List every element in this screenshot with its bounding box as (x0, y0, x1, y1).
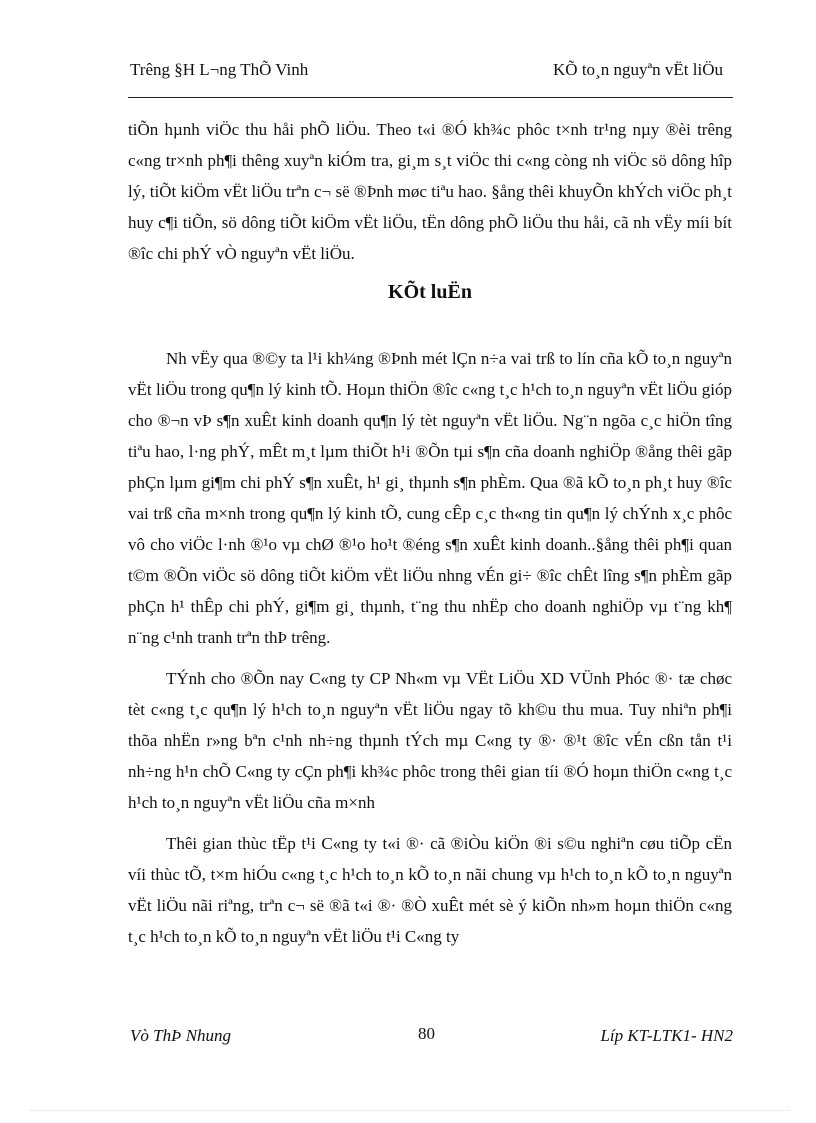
body-paragraph-1: Nh vËy qua ®©y ta l¹i kh¼ng ®Þnh mét lÇn n÷a vai trß to lín cña kÕ to¸n nguyªn vËt liÖu trong qu¶n lý kinh tÕ. Hoµn thiÖn ®îc c«ng t¸c h¹ch to¸n nguyªn vËt liÖu gióp cho ®¬n vÞ s¶n xuÊt kinh doanh qu¶n lý tèt nguyªn vËt liÖu. Ng¨n ngõa c¸c hiÖn tîng tiªu hao, l·ng phÝ, mÊt m¸t lµm thiÕt h¹i ®Õn tµi s¶n cña doanh nghiÖp ®ång thêi gãp phÇn lµm gi¶m chi phÝ s¶n xuÊt, h¹ gi¸ thµnh s¶n phÈm. Qua ®ã kÕ to¸n ph¸t huy ®îc vai trß cña m×nh trong qu¶n lý kinh tÕ, cung cÊp c¸c th«ng tin qu¶n lý chÝnh x¸c phôc vô cho viÖc l·nh ®¹o vµ chØ ®¹o ho¹t ®éng s¶n xuÊt kinh doanh..§ång thêi ph¶i quan t©m ®Õn viÖc sö dông tiÕt kiÖm vËt liÖu nhng vÉn gi÷ ®îc chÊt lîng s¶n phÈm gãp phÇn h¹ thÊp chi phÝ, gi¶m gi¸ thµnh, t¨ng thu nhËp cho doanh nghiÖp vµ t¨ng kh¶ n¨ng c¹nh tranh trªn thÞ trêng. (128, 349, 732, 647)
footer-author: Vò ThÞ Nhung (130, 1026, 232, 1045)
body-paragraph-2: TÝnh cho ®Õn nay C«ng ty CP Nh«m vµ VËt LiÖu XD VÜnh Phóc ®· tæ chøc tèt c«ng t¸c qu¶n lý h¹ch to¸n nguyªn vËt liÖu ngay tõ kh©u thu mua. Tuy nhiªn ph¶i thõa nhËn r»ng bªn c¹nh nh÷ng thµnh tÝch mµ C«ng ty ®· ®¹t ®îc vÉn cßn tån t¹i nh÷ng h¹n chÕ C«ng ty cÇn ph¶i kh¾c phôc trong thêi gian tíi ®Ó hoµn thiÖn c«ng t¸c h¹ch to¸n nguyªn vËt liÖu cña m×nh (128, 669, 732, 812)
body-paragraph-3: Thêi gian thùc tËp t¹i C«ng ty t«i ®· cã ®iÒu kiÖn ®i s©u nghiªn cøu tiÕp cËn víi thùc tÕ, t×m hiÓu c«ng t¸c h¹ch to¸n kÕ to¸n nãi chung vµ h¹ch to¸n kÕ to¸n nguyªn vËt liÖu nãi riªng, trªn c¬ së ®ã t«i ®· ®Ò xuÊt mét sè ý kiÕn nh»m hoµn thiÖn c«ng t¸c h¹ch to¸n kÕ to¸n nguyªn vËt liÖu t¹i C«ng ty (128, 834, 732, 946)
page-number: 80 (418, 1024, 435, 1043)
footer-class: Líp KT-LTK1- HN2 (600, 1026, 733, 1045)
section-heading: KÕt luËn (388, 281, 472, 303)
page-bottom-border (30, 1110, 790, 1111)
header-divider (128, 97, 733, 98)
intro-paragraph: tiÕn hµnh viÖc thu håi phÕ liÖu. Theo t«i ®Ó kh¾c phôc t×nh tr¹ng nµy ®èi trêng c«ng tr×nh ph¶i thêng xuyªn kiÓm tra, gi¸m s¸t viÖc thi c«ng còng nh viÖc sö dông hîp lý, tiÕt kiÖm vËt liÖu trªn c¬ së ®Þnh møc tiªu hao. §ång thêi khuyÕn khÝch viÖc ph¸t huy c¶i tiÕn, sö dông tiÕt kiÖm vËt liÖu, tËn dông phÕ liÖu thu håi, cã nh vËy míi bít ®îc chi phÝ vÒ nguyªn vËt liÖu. (128, 120, 732, 263)
header-school: Trêng §H L¬ng ThÕ Vinh (130, 60, 309, 79)
document-body (128, 114, 732, 962)
page-footer (128, 1026, 733, 1052)
header-topic: KÕ to¸n nguyªn vËt liÖu (553, 60, 723, 79)
page-header (128, 56, 733, 86)
